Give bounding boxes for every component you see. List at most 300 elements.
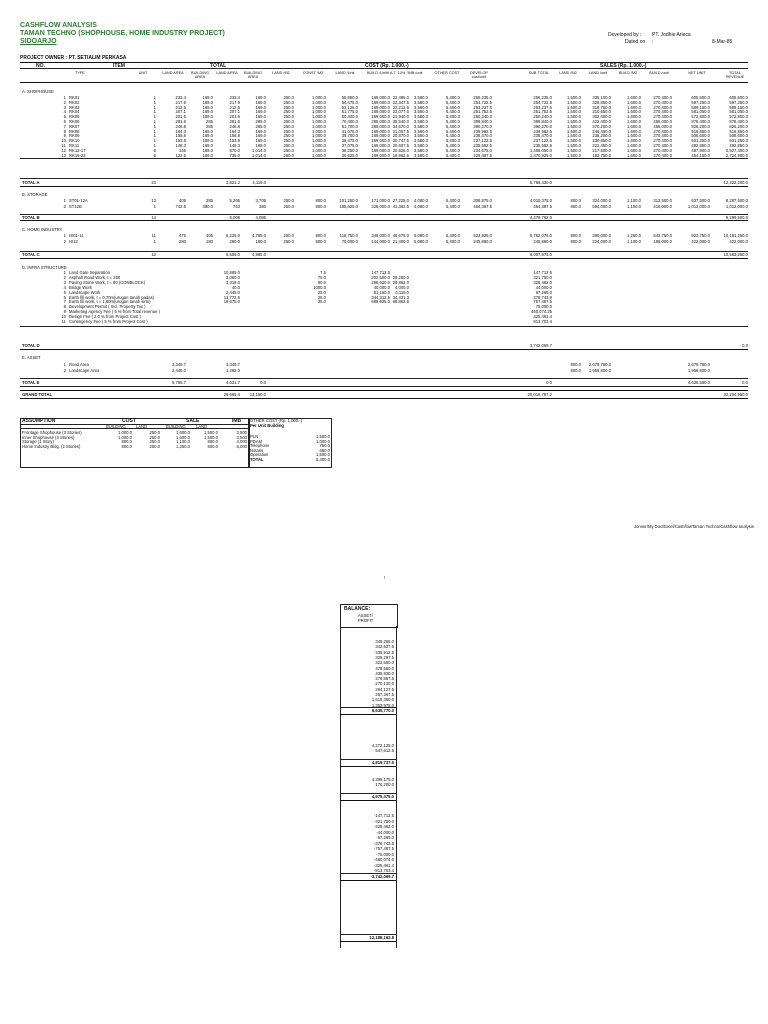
assumption-cost-land: 250.0 (149, 434, 160, 440)
project-title: TAMAN TECHNO (SHOPHOUSE, HOME INDUSTRY PROJECT) (20, 30, 225, 37)
other-cost-label: PDAM (250, 438, 263, 444)
row-cell: 201.6 (229, 114, 240, 120)
row-cell: 5,400.0 (446, 123, 460, 129)
row-cell: 250,240.0 (533, 114, 552, 120)
row-cell: 6 (153, 147, 156, 153)
row-cell: 70,400.0 (341, 119, 358, 124)
assumption-imb-value: 5,000 (236, 443, 247, 449)
grand-total-build: 13,150.0 (249, 392, 266, 397)
row-cell: 390,270.0 (473, 123, 492, 129)
row-cell: 475 (179, 233, 186, 238)
asset-land-unit: 2,679,760.0 (588, 362, 611, 367)
total-a-sub: 5,786,430.0 (529, 180, 552, 185)
row-cell: 1,000.0 (312, 128, 326, 134)
balance-value: -325,461.4 (373, 862, 394, 868)
row-number: 4 (63, 284, 66, 290)
row-cell: 46,675.0 (392, 233, 409, 238)
infra-subtotal: 378,743.8 (533, 294, 552, 300)
row-cell: 605,500.0 (729, 95, 748, 100)
row-cell: 250.0 (283, 152, 294, 158)
balance-total: 4,575,375.0 (371, 794, 394, 799)
row-cell: 310,650.0 (592, 109, 611, 115)
row-cell: 572,800.0 (729, 114, 748, 120)
row-type: Contingency Fee ( 5 % from Project Cost ) (69, 319, 148, 324)
row-cell: 4,080.0 (414, 198, 428, 203)
row-cell: 169,000.0 (371, 95, 390, 100)
row-cell: 1,600.0 (627, 109, 641, 115)
row-cell: 250.0 (283, 143, 294, 148)
grand-total-sub: 20,016,787.2 (527, 392, 552, 397)
sub-header-cell: LAND AREA (162, 71, 184, 75)
row-cell: 158.8 (175, 133, 186, 139)
row-cell: 1,600.0 (627, 133, 641, 139)
row-cell: 169,000.0 (371, 109, 390, 115)
row-cell: 270,400.0 (653, 133, 672, 139)
assumption-cost-building: 1,000.0 (118, 434, 132, 440)
total-b-sub: 4,479,762.5 (529, 215, 552, 220)
row-cell: 21,400.0 (392, 238, 409, 244)
row-number: 8 (63, 128, 66, 134)
rule-line (20, 186, 748, 187)
row-cell: 256,235.0 (533, 95, 552, 100)
row-cell: 380,000.0 (592, 233, 611, 238)
row-cell: 3,580.0 (414, 128, 428, 134)
row-cell: 280 (179, 238, 186, 244)
balance-value: -147,712.5 (373, 813, 394, 818)
row-cell: 21,940.0 (392, 114, 409, 120)
asset-total-land: 1,282.0 (226, 367, 240, 373)
row-cell: 246,450.0 (592, 128, 611, 134)
dated-colon: : (652, 39, 654, 45)
row-cell: 222,450.0 (592, 143, 611, 148)
row-cell: 5,400.0 (446, 114, 460, 120)
row-cell: 5,400.0 (446, 198, 460, 203)
row-cell: 169.0 (202, 95, 213, 100)
row-cell: 1,600.0 (627, 114, 641, 120)
assumption-imb-value: 3,500 (236, 430, 247, 435)
balance-value: -67,265.0 (376, 835, 394, 840)
assumption-cost-building: 800.0 (121, 439, 132, 444)
row-number: 5 (63, 289, 66, 295)
row-cell: 3,580.0 (414, 109, 428, 115)
row-cell: 1,000.0 (312, 99, 326, 105)
section-storage: B. STORAGE (22, 192, 48, 197)
row-cell: 1,000.0 (312, 133, 326, 139)
infra-subtotal: 813,703.4 (533, 319, 552, 324)
infra-area: 3,060.0 (226, 274, 240, 280)
infra-cost: 61,150.0 (373, 289, 390, 295)
row-cell: 418,000.0 (653, 203, 672, 209)
row-type: Marketing Agency Fee ( 5 % from Total revenue ) (69, 309, 160, 315)
row-cell: 270,400.0 (653, 128, 672, 134)
row-type: RK12-17 (69, 147, 86, 153)
row-cell: 50,400.0 (341, 114, 358, 120)
total-c-label: TOTAL C (22, 252, 40, 257)
row-cell: 180 (206, 238, 213, 244)
row-cell: 826,200.0 (729, 123, 748, 129)
row-cell: 256,235.0 (473, 95, 492, 100)
row-cell: 212.5 (229, 104, 240, 110)
row-cell: 1,500.0 (567, 152, 581, 158)
row-number: 1 (63, 362, 66, 367)
row-cell: 285 (206, 119, 213, 124)
row-cell: 169.0 (202, 147, 213, 153)
assumption-building-sale: BUILDING (166, 424, 186, 429)
row-cell: 456,000.0 (653, 123, 672, 129)
row-cell: 422,400.0 (592, 119, 611, 124)
row-cell: 5,225.0 (226, 233, 240, 238)
total-c-revenue: 10,583,250.0 (723, 252, 748, 257)
row-cell: 405 (179, 198, 186, 203)
infra-rate: 90.0 (317, 279, 326, 285)
row-cell: 235,582.5 (473, 143, 492, 148)
row-cell: 800.0 (570, 238, 581, 244)
row-cell: 405 (206, 233, 213, 238)
row-cell: 597,250.0 (729, 99, 748, 105)
total-d-label: TOTAL D (22, 343, 40, 348)
row-type: RK06 (69, 119, 80, 124)
balance-value: 1,519,350.0 (371, 697, 394, 703)
col-item: ITEM (113, 63, 125, 69)
balance-total-underline (340, 880, 396, 881)
row-cell: 198,000.0 (653, 238, 672, 244)
other-cost-value: 650.0 (319, 447, 330, 453)
row-cell: 1,012,000.0 (725, 203, 748, 209)
row-type: RK07 (69, 123, 80, 129)
row-cell: 589,150.0 (729, 104, 748, 110)
row-cell: 1,600.0 (627, 119, 641, 124)
row-type: Development Permit ( Incl. Property Tax ) (69, 304, 146, 310)
row-type: RK08 (69, 128, 80, 134)
row-cell: 169.0 (255, 109, 266, 115)
row-type: RK04 (69, 109, 80, 115)
row-cell: 19,962.5 (392, 152, 409, 158)
row-cell: 285 (206, 123, 213, 129)
assumption-imb-value: 3,500 (236, 434, 247, 440)
total-a-label: TOTAL A (22, 180, 40, 185)
row-cell: 251,752.5 (533, 109, 552, 115)
balance-total-underline (340, 800, 396, 801)
infra-area: 40.0 (231, 284, 240, 290)
row-cell: 235,582.5 (533, 143, 552, 148)
row-cell: 207.1 (229, 109, 240, 115)
dated-label: Dated on (625, 39, 646, 45)
row-type: Design Fee ( 2.0 % from Project Cost ) (69, 314, 141, 320)
row-cell: 27,225.0 (392, 198, 409, 203)
row-cell: 1,370,925.0 (529, 152, 552, 158)
stray-mark: ! (384, 575, 386, 580)
balance-value: -813,703.4 (373, 868, 394, 873)
row-cell: 1 (153, 143, 156, 148)
row-cell: 169.0 (202, 104, 213, 110)
sub-header-cell: UNIT (138, 71, 148, 75)
row-cell: 1,600.0 (627, 123, 641, 129)
row-cell: 3,580.0 (414, 119, 428, 124)
row-cell: 270,400.0 (653, 99, 672, 105)
row-cell: 270,400.0 (653, 138, 672, 144)
row-cell: 22,077.5 (392, 109, 409, 115)
balance-value: -460,074.0 (373, 857, 394, 862)
balance-value: 322,560.0 (375, 660, 394, 666)
row-type: Landscape Area (69, 367, 100, 373)
row-cell: 169.0 (202, 109, 213, 115)
row-cell: 5,762,075.0 (529, 233, 552, 238)
infra-vat: 34,431.3 (392, 294, 409, 300)
row-cell: 169.0 (255, 99, 266, 105)
row-cell: 878,400.0 (729, 119, 748, 124)
row-type: ST01-12A (69, 198, 88, 203)
asset-land-m2: 800.0 (570, 367, 581, 373)
row-cell: 270,400.0 (653, 104, 672, 110)
assumption-sale-land: 1,500.0 (204, 434, 218, 440)
row-cell: 228,000.0 (371, 203, 390, 209)
row-cell: 1,100.0 (627, 238, 641, 244)
row-cell: 2,927,400.0 (725, 147, 748, 153)
row-cell: 456,000.0 (653, 119, 672, 124)
row-cell: 3,580.0 (414, 133, 428, 139)
row-cell: 251,752.5 (473, 109, 492, 115)
row-cell: 5,400.0 (446, 104, 460, 110)
row-cell: 1,600.0 (627, 147, 641, 153)
row-number: 10 (61, 314, 66, 320)
other-cost-value: 1,000.0 (316, 438, 330, 444)
row-cell: 246.8 (229, 123, 240, 129)
row-cell: 237,122.5 (473, 138, 492, 144)
sub-header-cell: V.A.T. 10% (386, 71, 406, 75)
row-cell: 224,000.0 (592, 238, 611, 244)
row-cell: 34,670.0 (392, 123, 409, 129)
row-cell: 870.0 (229, 147, 240, 153)
rule-line (20, 178, 748, 179)
row-cell: 399,840.0 (533, 119, 552, 124)
row-number: 6 (63, 294, 66, 300)
total-c-sub: 6,007,975.0 (529, 252, 552, 257)
row-cell: 543,750.0 (653, 233, 672, 238)
row-cell: 1,000.0 (312, 143, 326, 148)
other-cost-value: 750.0 (319, 443, 330, 449)
row-cell: 826,200.0 (691, 123, 710, 129)
row-cell: 1 (153, 99, 156, 105)
row-number: 2 (63, 367, 66, 373)
row-cell: 118,750.0 (339, 233, 358, 238)
infra-vat: 4,000.0 (395, 284, 409, 290)
row-cell: 153.9 (229, 138, 240, 144)
sub-header-cell: LAND /M2 (272, 71, 290, 75)
row-cell: 589,150.0 (691, 104, 710, 110)
row-cell: 20,607.5 (392, 143, 409, 148)
row-cell: 169,000.0 (371, 143, 390, 148)
sub-header-cell: BUILD /unit (649, 71, 669, 75)
row-cell: 169,000.0 (371, 147, 390, 153)
row-cell: 390,270.0 (533, 123, 552, 129)
row-cell: 285,000.0 (371, 123, 390, 129)
row-type: HI12 (69, 238, 78, 244)
balance-value: 176,200.0 (375, 782, 394, 788)
row-cell: 22,347.5 (392, 99, 409, 105)
row-cell: 5,400.0 (446, 109, 460, 115)
balance-value: 478,560.0 (375, 665, 394, 671)
row-number: 9 (63, 309, 66, 315)
row-cell: 318,750.0 (592, 104, 611, 110)
row-cell: 20,525.0 (392, 147, 409, 153)
row-cell: 1,500.0 (567, 99, 581, 105)
assumption-sale-land: 800.0 (207, 443, 218, 449)
row-cell: 1,250.0 (627, 233, 641, 238)
row-cell: 1,000.0 (312, 114, 326, 120)
row-cell: 1,000.0 (312, 138, 326, 144)
row-cell: 487,900.0 (691, 147, 710, 153)
total-b-build: 4,085 (255, 215, 266, 220)
row-cell: 253,237.5 (473, 104, 492, 110)
row-type: RK01 (69, 95, 80, 100)
row-cell: 5,400.0 (446, 95, 460, 100)
row-cell: 1,600.0 (627, 138, 641, 144)
row-cell: 1 (153, 138, 156, 144)
row-cell: 581,050.0 (729, 109, 748, 115)
sub-header-cell: LAND AREA (216, 71, 238, 75)
row-cell: 800.0 (315, 198, 326, 203)
dated-value: 8-Mar-85 (712, 39, 733, 45)
row-type: Earth fill work, t = 1,80m(urugan tanah sirtu) (69, 299, 151, 305)
row-cell: 1 (153, 95, 156, 100)
balance-value: 349,265.0 (375, 639, 394, 644)
row-cell: 1,014.0 (252, 147, 266, 153)
total-c-unit: 12 (151, 252, 156, 257)
row-cell: 1,500.0 (567, 123, 581, 129)
total-e-land: 5,795.7 (172, 380, 186, 385)
assumption-sale-building: 1,600.0 (176, 434, 190, 440)
infra-area: 2,446.0 (226, 289, 240, 295)
row-cell: 422,000.0 (691, 238, 710, 244)
asset-total-land: 3,349.7 (226, 362, 240, 367)
infra-area: 19,675.0 (223, 299, 240, 305)
row-cell: 250.0 (283, 203, 294, 209)
row-cell: 1,600.0 (627, 128, 641, 134)
row-type: RK10 (69, 138, 80, 144)
assumption-cost: COST (122, 418, 136, 424)
assumption-row-label: Frontage Shophouse (3 Stories) (22, 430, 82, 435)
infra-vat: 6,115.0 (395, 289, 409, 295)
balance-value: -75,000.0 (376, 851, 394, 857)
row-cell: 348,000.0 (371, 233, 390, 238)
row-cell: 61,700.0 (341, 123, 358, 129)
row-cell: 270,400.0 (653, 143, 672, 148)
row-cell: 1,000.0 (312, 123, 326, 129)
infra-cost: 147,712.5 (371, 270, 390, 275)
row-cell: 1 (153, 238, 156, 244)
row-cell: 228,487.5 (473, 152, 492, 158)
row-type: Paving Stone Work, t = 80 (CONBLOCK) (69, 279, 146, 285)
balance-value: 335,912.5 (375, 649, 394, 655)
row-cell: 54,475.0 (341, 99, 358, 105)
row-cell: 605,500.0 (691, 95, 710, 100)
report-title: CASHFLOW ANALYSIS (20, 22, 97, 29)
infra-area: 13,772.5 (223, 294, 240, 300)
row-cell: 523,825.0 (473, 233, 492, 238)
sub-header-cell: TOTAL REVENUE (725, 71, 745, 79)
sub-header-cell: LAND /unit (588, 71, 608, 75)
row-cell: 169.0 (202, 138, 213, 144)
row-cell: 217.9 (175, 99, 186, 105)
row-cell: 53,125.0 (341, 104, 358, 110)
row-cell: 245,880.0 (533, 238, 552, 244)
row-cell: 169.0 (202, 143, 213, 148)
row-cell: 250.0 (283, 198, 294, 203)
row-cell: 800.0 (315, 233, 326, 238)
asset-land-area: 3,349.7 (172, 362, 186, 367)
other-cost-value: 1,500.0 (316, 434, 330, 439)
infra-cost: 344,312.5 (371, 294, 390, 300)
total-e-build: 4,631.7 (226, 380, 240, 385)
sub-header-cell: BUILDING AREA (191, 71, 209, 79)
row-cell: 324,000.0 (592, 198, 611, 203)
row-type: RK18-23 (69, 152, 86, 158)
sub-header-cell: SUB TOTAL (528, 71, 550, 75)
row-cell: 3,580.0 (414, 104, 428, 110)
row-type: Landscape Work (69, 289, 101, 295)
infra-cost: 688,625.0 (371, 299, 390, 305)
row-number: 2 (63, 203, 66, 209)
rule-line (20, 220, 748, 221)
infra-vat: 68,862.5 (392, 299, 409, 305)
row-type: Asphalt Road Work, t = 250 (69, 274, 121, 280)
row-cell: 145 (179, 147, 186, 153)
row-cell: 169.0 (202, 152, 213, 158)
balance-total-underline (340, 714, 396, 715)
location-title: SIDOARJO (20, 38, 57, 45)
row-cell: 13 (151, 198, 156, 203)
row-cell: 1,500.0 (567, 119, 581, 124)
row-cell: 230,850.0 (592, 138, 611, 144)
infra-vat: 29,862.0 (392, 279, 409, 285)
row-cell: 3,580.0 (414, 138, 428, 144)
row-type: RK02 (69, 99, 80, 105)
asset-net-unit: 1,956,800.0 (687, 367, 710, 373)
row-cell: 217,500.0 (592, 147, 611, 153)
other-cost-label: Operation (250, 452, 269, 458)
row-cell: 1,600.0 (627, 152, 641, 158)
row-cell: 5,400.0 (446, 147, 460, 153)
row-cell: 285 (206, 198, 213, 203)
total-e-revenue: 4,636,560.0 (687, 380, 710, 385)
row-cell: 39,700.0 (341, 133, 358, 139)
row-cell: 169.0 (255, 143, 266, 148)
assumption-title: ASSUMPTION (22, 418, 56, 424)
row-cell: 3,705 (255, 198, 266, 203)
row-type: RK05 (69, 114, 80, 120)
row-cell: 270,400.0 (653, 147, 672, 153)
row-cell: 800.0 (570, 203, 581, 209)
row-number: 7 (63, 123, 66, 129)
row-cell: 246.8 (175, 123, 186, 129)
total-e-sub: 0.0 (546, 380, 552, 385)
row-number: 1 (63, 233, 66, 238)
row-cell: 238,470.0 (533, 133, 552, 139)
balance-title: BALANCE: (344, 606, 371, 612)
assumption-land-sale: LAND (196, 424, 208, 429)
total-b-unit: 14 (151, 215, 156, 220)
row-cell: 4,080.0 (414, 203, 428, 209)
row-number: 6 (63, 119, 66, 124)
row-cell: 36,250.0 (341, 147, 358, 153)
balance-sub-asset: ASSET/ (358, 613, 373, 618)
row-cell: 250.0 (283, 109, 294, 115)
section-infrastructure: D. INFRA STRUCTURE (22, 265, 67, 270)
balance-value: 1,353,975.0 (371, 702, 394, 708)
assumption-building: BUILDING (106, 424, 126, 429)
total-d-revenue: 0.0 (742, 343, 748, 348)
row-cell: 1,500.0 (567, 114, 581, 120)
